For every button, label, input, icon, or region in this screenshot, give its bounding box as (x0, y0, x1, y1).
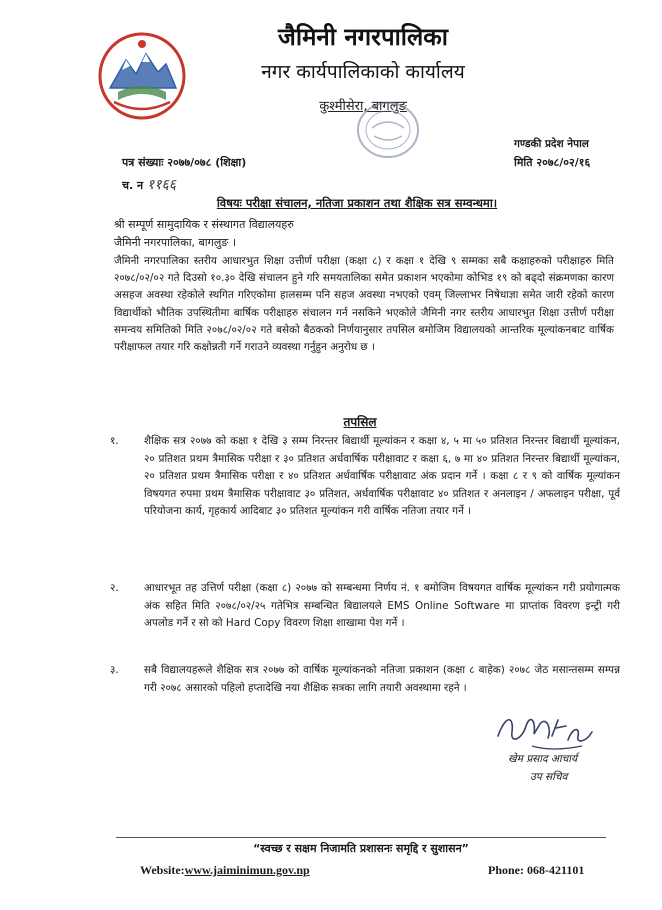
signatory-name: खेम प्रसाद आचार्य (508, 753, 578, 765)
letter-subject: विषयः परीक्षा संचालन, नतिजा प्रकाशन तथा शैक्षिक सत्र सम्वन्धमा। (216, 196, 498, 210)
list-item-text: शैक्षिक सत्र २०७७ को कक्षा १ देखि ३ सम्म निरन्तर बिद्यार्थी मूल्यांकन र कक्षा ४, ५ मा ५० प्रतिशत निरन्तर बिद्यार्थी मूल्यांकन, २० प्रतिशत प्रथम त्रैमासिक परीक्षा र ३० प्रतिशत अर्धवार्षिक परीक्षावाट र कक्षा ६, ७ मा ४० प्रतिशत निरन्तर बिद्यार्थी मूल्यांकन, २० प्रतिशत प्रथम त्रैमासिक परीक्षा र ४० प्रतिशत अर्धवार्षिक परीक्षावाट अंक प्रदान गर्ने । कक्षा ८ र ९ को वार्षिक मूल्यांकन विषयगत रुपमा प्रथम त्रैमासिक परीक्षावाट ३० प्रतिशत, अर्धवार्षिक परीक्षावाट ४० प्रतिशत र अनलाइन / अफलाइन परीक्षा, पूर्व परियोजना कार्य, गृहकार्य आदिबाट ३० प्रतिशत मूल्यांकन गरी वार्षिक नतिजा तयार गर्ने । (144, 435, 620, 517)
list-item-text: सबै विद्यालयहरूले शैक्षिक सत्र २०७७ को वार्षिक मूल्यांकनको नतिजा प्रकाशन (कक्षा ८ बाहेक) २०७८ जेठ मसान्तसम्म सम्पन्न गरी २०७८ असारको पहिलो हप्तादेखि नया शैक्षिक सत्रका लागि तयारी अवस्थामा रहने । (144, 664, 620, 694)
list-item (110, 580, 620, 633)
footer-website (140, 863, 310, 878)
province-label: गण्डकी प्रदेश नेपाल (514, 138, 589, 150)
office-address: कुश्मीसेरा, बागलुङ (319, 99, 407, 114)
dispatch-number (122, 175, 176, 194)
addressee-line: श्री सम्पूर्ण सामुदायिक र संस्थागत विद्यालयहरु (114, 218, 294, 231)
list-item-marker: २. (110, 582, 119, 594)
letter-body: जैमिनी नगरपालिका स्तरीय आधारभुत शिक्षा उत्तीर्ण परीक्षा (कक्षा ८) र कक्षा १ देखि ९ सम्मका सबै कक्षाहरुको परीक्षाहरु मिति २०७८/०२/०२ गते दिउसो १०.३० देखि संचालन हुने गरि समयतालिका समेत प्रकाशन भएकोमा कोभिड १९ को बढ्दो संक्रमणका कारण असहज अवस्था रहेकोले स्थगित गरिएकोमा हालसम्म पनि सहज अवस्था नभएको एवम् जिल्लाभर निषेधाज्ञा समेत जारी रहेको कारण विद्यार्थीको भौतिक उपस्थितीमा बार्षिक परीक्षाहरु संचालन गर्न नसकिने भएकोले जैमिनी नगर स्तरीय आधारभुत शिक्षा उत्तीर्ण परीक्षा समन्वय समितिको मिति २०७८/०२/०२ गते बसेको बैठकको निर्णयानुसार तपसिल बमोजिम विद्यालयको आन्तरिक मूल्यांकनबाट वार्षिक परीक्षाफल तयार गरि कक्षोन्नती गर्ने गराउने व्यवस्था गर्नुहुन अनुरोध छ । (114, 255, 614, 354)
list-item (110, 662, 620, 697)
list-item-marker: १. (110, 435, 119, 447)
website-label: Website: (140, 863, 185, 877)
tapsil-heading: तपसिल (343, 415, 377, 429)
website-link[interactable]: www.jaiminimun.gov.np (184, 863, 310, 877)
list-item-marker: ३. (110, 664, 119, 676)
list-item-text: आधारभूत तह उत्तिर्ण परीक्षा (कक्षा ८) २०७७ को सम्बन्धमा निर्णय नं. १ बमोजिम विषयगत वार्षिक मूल्यांकन गरी प्रयोगात्मक अंक सहित मिति २०७८/०२/२५ गतेभित्र सम्बन्धित बिद्यालयले EMS Online Software मा प्राप्तांक विवरण इन्ट्री गरी अपलोड गर्ने र सो को Hard Copy विवरण शिक्षा शाखामा पेश गर्ने । (144, 582, 620, 629)
footer-divider (116, 837, 606, 838)
list-item (110, 433, 620, 521)
footer-phone: Phone: 068-421101 (488, 863, 585, 877)
addressee-block (114, 216, 614, 252)
handwritten-signature (492, 706, 602, 756)
reference-number: पत्र संख्याः २०७७/०७८ (शिक्षा) (122, 156, 247, 169)
footer-slogan: “स्वच्छ र सक्षम निजामति प्रशासनः समृद्दि र सुशासन” (253, 842, 469, 855)
signatory-title: उप सचिव (530, 771, 568, 783)
office-stamp (352, 98, 424, 162)
municipality-title: जैमिनी नगरपालिका (278, 23, 448, 51)
office-name: नगर कार्यपालिकाको कार्यालय (261, 61, 465, 83)
letter-date: मिति २०७८/०२/१६ (514, 156, 591, 169)
addressee-line: जैमिनी नगरपालिका, बागलुङ । (114, 236, 236, 249)
dispatch-number-handwritten: ११६६ (146, 177, 177, 193)
nepal-emblem-logo (96, 30, 188, 122)
dispatch-label: च. न (122, 179, 147, 192)
